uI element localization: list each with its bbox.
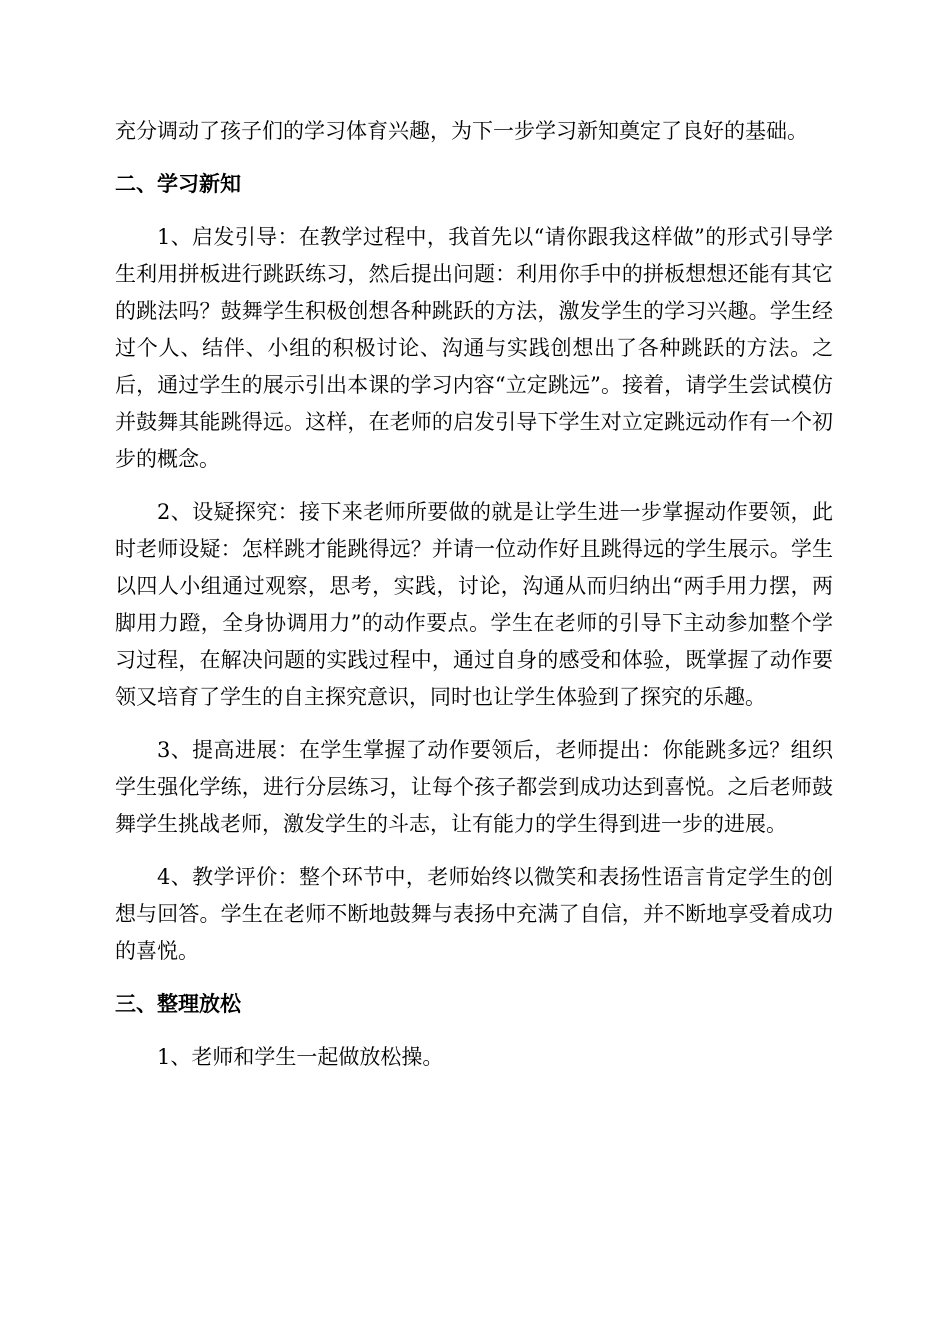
paragraph-teaching-evaluation: 4、教学评价：整个环节中，老师始终以微笑和表扬性语言肯定学生的创想与回答。学生在老师不断地鼓舞与表扬中充满了自信，并不断地享受着成功的喜悦。 xyxy=(115,865,833,963)
document-page xyxy=(115,113,833,1092)
section-heading-learn-new: 二、学习新知 xyxy=(115,172,241,196)
paragraph-question-explore: 2、设疑探究：接下来老师所要做的就是让学生进一步掌握动作要领，此时老师设疑：怎样跳才能跳得远？并请一位动作好且跳得远的学生展示。学生以四人小组通过观察，思考，实践，讨论，沟通从而归纳出“两手用力摆，两脚用力蹬，全身协调用力”的动作要点。学生在老师的引导下主动参加整个学习过程，在解决问题的实践过程中，通过自身的感受和体验，既掌握了动作要领又培育了学生的自主探究意识，同时也让学生体验到了探究的乐趣。 xyxy=(115,500,833,709)
paragraph-relax-exercise: 1、老师和学生一起做放松操。 xyxy=(157,1045,444,1069)
intro-paragraph: 充分调动了孩子们的学习体育兴趣，为下一步学习新知奠定了良好的基础。 xyxy=(115,119,808,143)
section-heading-cool-down: 三、整理放松 xyxy=(115,992,241,1016)
paragraph-inspire-guide: 1、启发引导：在教学过程中，我首先以“请你跟我这样做”的形式引导学生利用拼板进行跳跃练习，然后提出问题：利用你手中的拼板想想还能有其它的跳法吗？鼓舞学生积极创想各种跳跃的方法，激发学生的学习兴趣。学生经过个人、结伴、小组的积极讨论、沟通与实践创想出了各种跳跃的方法。之后，通过学生的展示引出本课的学习内容“立定跳远”。接着，请学生尝试模仿并鼓舞其能跳得远。这样，在老师的启发引导下学生对立定跳远动作有一个初步的概念。 xyxy=(115,225,833,471)
paragraph-improve-progress: 3、提高进展：在学生掌握了动作要领后，老师提出：你能跳多远？组织学生强化学练，进行分层练习，让每个孩子都尝到成功达到喜悦。之后老师鼓舞学生挑战老师，激发学生的斗志，让有能力的学生得到进一步的进展。 xyxy=(115,738,833,836)
